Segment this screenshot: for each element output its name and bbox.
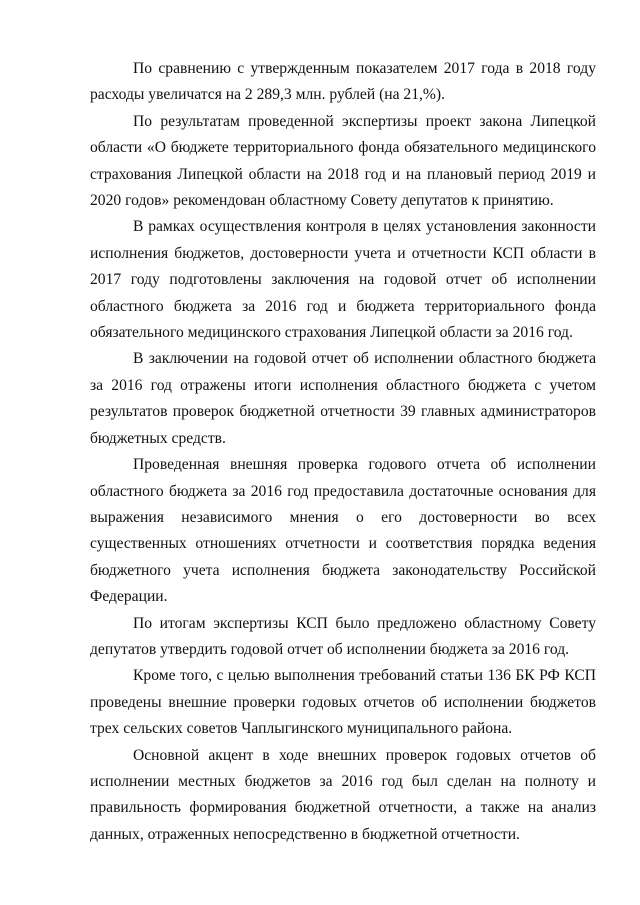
paragraph-expense-increase: По сравнению с утвержденным показателем 2017 года в 2018 году расходы увеличатся на 2 289,3 млн. рублей (на 21,%).: [90, 60, 596, 104]
paragraph-annual-report-conclusion: В заключении на годовой отчет об исполнении областного бюджета за 2016 год отражены итоги исполнения областного бюджета с учетом результатов проверок бюджетной отчетности 39 главных администраторов бюджетных средств.: [90, 350, 596, 447]
paragraph-rural-councils-audit: Кроме того, с целью выполнения требований статьи 136 БК РФ КСП проведены внешние проверки годовых отчетов об исполнении бюджетов трех сельских советов Чаплыгинского муниципального района.: [90, 667, 596, 738]
paragraph-expertise-result: По результатам проведенной экспертизы проект закона Липецкой области «О бюджете территориального фонда обязательного медицинского страхования Липецкой области на 2018 год и на плановый период 2019 и 2020 годов» рекомендован областному Совету депутатов к принятию.: [90, 112, 596, 210]
paragraph-control-conclusions: В рамках осуществления контроля в целях установления законности исполнения бюджетов, достоверности учета и отчетности КСП области в 2017 году подготовлены заключения на годовой отчет об исполнении областного бюджета за 2016 год и бюджета территориального фонда обязательного медицинского страхования Липецкой области за 2016 год.: [90, 218, 596, 342]
paragraph-expertise-proposal: По итогам экспертизы КСП было предложено областному Совету депутатов утвердить годовой отчет об исполнении бюджета за 2016 год.: [90, 614, 596, 658]
document-page: [90, 56, 596, 848]
paragraph-main-focus: Основной акцент в ходе внешних проверок годовых отчетов об исполнении местных бюджетов за 2016 год был сделан на полноту и правильность формирования бюджетной отчетности, а также на анализ данных, отраженных непосредственно в бюджетной отчетности.: [90, 746, 596, 843]
paragraph-external-audit: Проведенная внешняя проверка годового отчета об исполнении областного бюджета за 2016 год предоставила достаточные основания для выражения независимого мнения о его достоверности во всех существенных отношениях отчетности и соответствия порядка ведения бюджетного учета исполнения бюджета законодательству Российской Федерации.: [90, 456, 596, 606]
